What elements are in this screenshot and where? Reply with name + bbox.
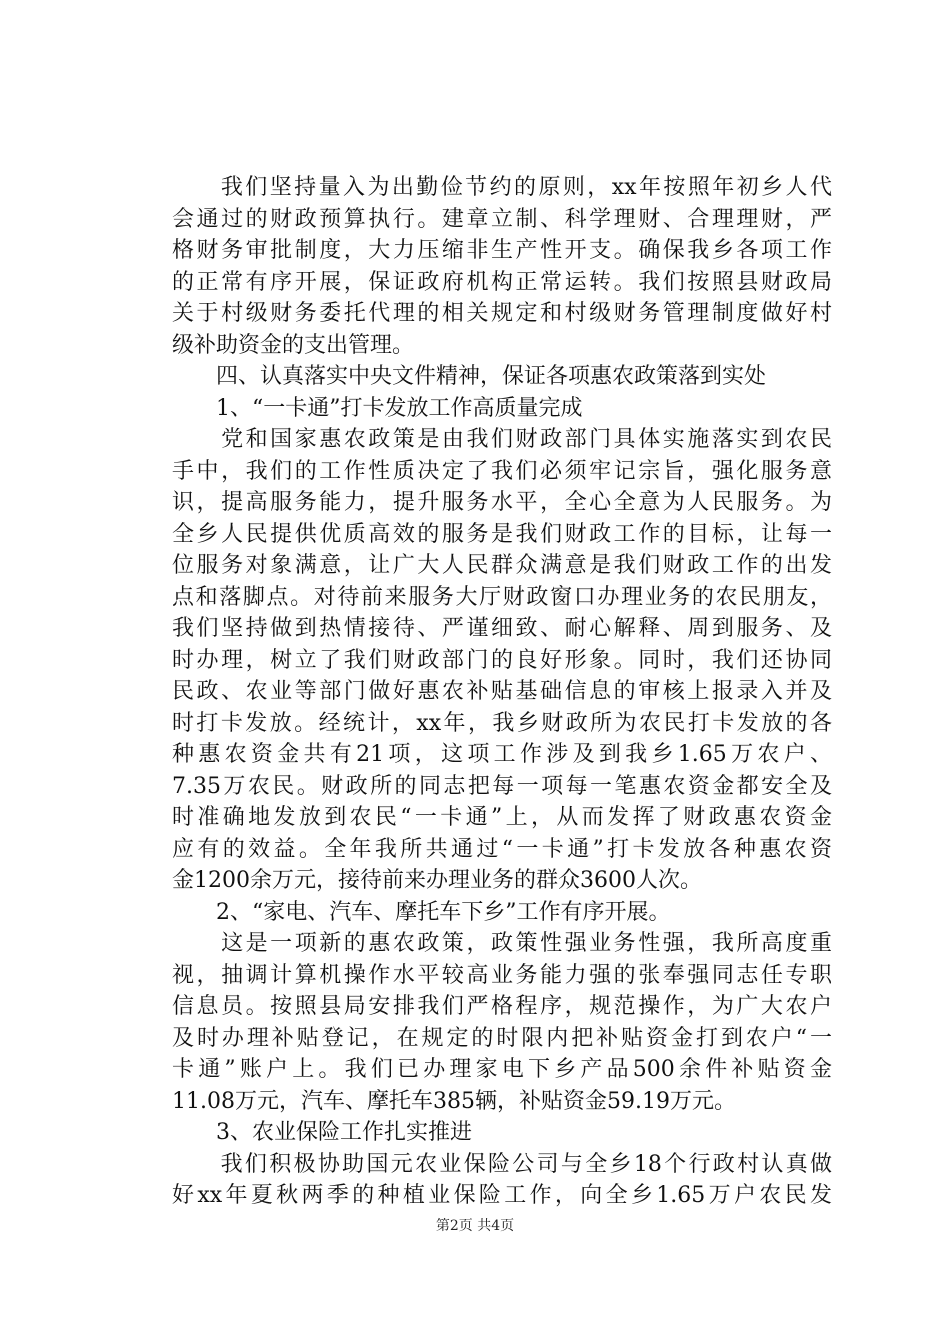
text-line: 民政、农业等部门做好惠农补贴基础信息的审核上报录入并及 <box>172 679 832 704</box>
text-line: 好xx年夏秋两季的种植业保险工作，向全乡1.65万户农民发 <box>172 1183 832 1208</box>
text-line: 时办理，树立了我们财政部门的良好形象。同时，我们还协同 <box>172 647 832 673</box>
text-line: 这是一项新的惠农政策，政策性强业务性强，我所高度重 <box>172 931 832 956</box>
text-line: 信息员。按照县局安排我们严格程序，规范操作，为广大农户 <box>172 994 832 1019</box>
text-line: 卡通”账户上。我们已办理家电下乡产品500余件补贴资金 <box>172 1057 832 1082</box>
text-line: 2、“家电、汽车、摩托车下乡”工作有序开展。 <box>172 899 671 925</box>
text-line: 3、农业保险工作扎实推进 <box>172 1120 472 1145</box>
text-line: 关于村级财务委托代理的相关规定和村级财务管理制度做好村 <box>172 301 832 326</box>
text-line: 1、“一卡通”打卡发放工作高质量完成 <box>172 395 583 421</box>
text-line: 位服务对象满意，让广大人民群众满意是我们财政工作的出发 <box>172 553 832 578</box>
text-line: 识，提高服务能力，提升服务水平，全心全意为人民服务。为 <box>172 490 832 515</box>
text-line: 时打卡发放。经统计，xx年，我乡财政所为农民打卡发放的各 <box>172 710 832 736</box>
text-line: 手中，我们的工作性质决定了我们必须牢记宗旨，强化服务意 <box>172 458 832 484</box>
text-line: 金1200余万元，接待前来办理业务的群众3600人次。 <box>172 868 702 893</box>
text-line: 点和落脚点。对待前来服务大厅财政窗口办理业务的农民朋友， <box>172 584 832 610</box>
text-line: 级补助资金的支出管理。 <box>172 332 415 358</box>
text-line: 种惠农资金共有21项，这项工作涉及到我乡1.65万农户、 <box>172 742 832 767</box>
text-line: 全乡人民提供优质高效的服务是我们财政工作的目标，让每一 <box>172 521 832 547</box>
text-line: 的正常有序开展，保证政府机构正常运转。我们按照县财政局 <box>172 269 832 295</box>
text-line: 7.35万农民。财政所的同志把每一项每一笔惠农资金都安全及 <box>172 773 832 799</box>
text-line: 时准确地发放到农民“一卡通”上，从而发挥了财政惠农资金 <box>172 805 832 830</box>
text-line: 四、认真落实中央文件精神，保证各项惠农政策落到实处 <box>172 364 767 389</box>
text-line: 视，抽调计算机操作水平较高业务能力强的张奉强同志任专职 <box>172 962 832 988</box>
text-line: 我们坚持量入为出勤俭节约的原则，xx年按照年初乡人代 <box>172 175 832 200</box>
text-line: 会通过的财政预算执行。建章立制、科学理财、合理理财，严 <box>172 206 832 232</box>
document-body <box>172 172 832 1212</box>
text-line: 党和国家惠农政策是由我们财政部门具体实施落实到农民 <box>172 427 832 452</box>
text-line: 我们坚持做到热情接待、严谨细致、耐心解释、周到服务、及 <box>172 616 832 641</box>
text-line: 及时办理补贴登记，在规定的时限内把补贴资金打到农户“一 <box>172 1025 832 1051</box>
text-line: 应有的效益。全年我所共通过“一卡通”打卡发放各种惠农资 <box>172 836 832 862</box>
page-footer: 第2页 共4页 <box>435 1218 515 1234</box>
text-line: 我们积极协助国元农业保险公司与全乡18个行政村认真做 <box>172 1151 832 1177</box>
text-line: 格财务审批制度，大力压缩非生产性开支。确保我乡各项工作 <box>172 238 832 263</box>
text-line: 11.08万元，汽车、摩托车385辆，补贴资金59.19万元。 <box>172 1088 736 1114</box>
